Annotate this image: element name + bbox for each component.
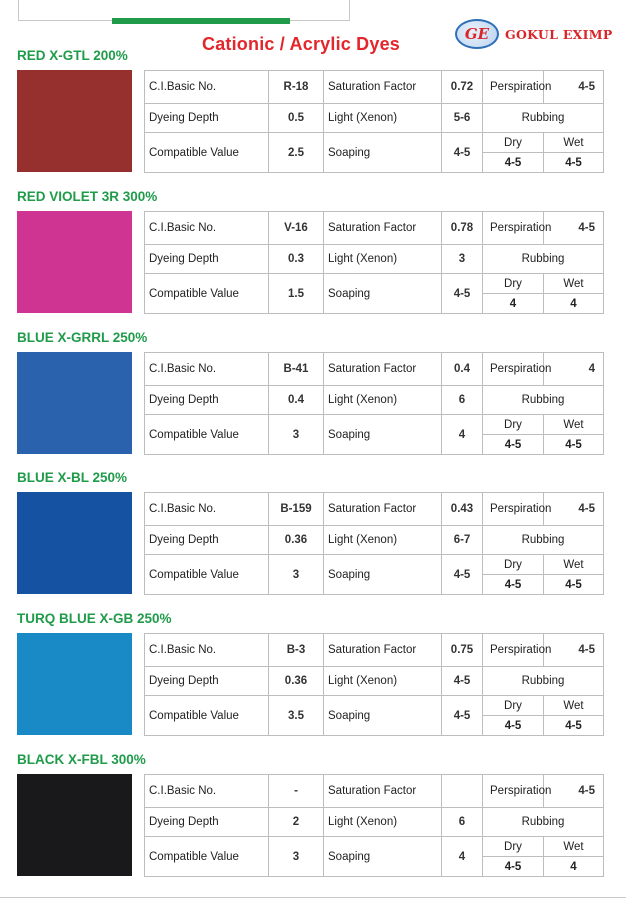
soaping-value: 4-5 <box>442 555 483 595</box>
light-value: 6-7 <box>442 526 483 555</box>
light-value: 6 <box>442 386 483 415</box>
soaping-label: Soaping <box>324 555 442 595</box>
light-label: Light (Xenon) <box>324 526 442 555</box>
spec-table <box>144 211 604 314</box>
soaping-value: 4 <box>442 415 483 455</box>
compatible-label: Compatible Value <box>145 696 269 736</box>
spec-row-1 <box>145 71 604 104</box>
ci-basic-label: C.I.Basic No. <box>145 493 269 526</box>
soaping-value: 4-5 <box>442 274 483 314</box>
perspiration-value: 4-5 <box>544 212 604 245</box>
dyeing-depth-label: Dyeing Depth <box>145 104 269 133</box>
compatible-label: Compatible Value <box>145 837 269 877</box>
light-value: 4-5 <box>442 667 483 696</box>
saturation-label: Saturation Factor <box>324 493 442 526</box>
compatible-value: 3 <box>269 555 324 595</box>
spec-row-1 <box>145 634 604 667</box>
ci-basic-label: C.I.Basic No. <box>145 212 269 245</box>
dyeing-depth-value: 0.36 <box>269 667 324 696</box>
light-label: Light (Xenon) <box>324 386 442 415</box>
compatible-label: Compatible Value <box>145 555 269 595</box>
wet-value: 4 <box>544 294 604 314</box>
spec-row-1 <box>145 775 604 808</box>
spec-row-3 <box>145 837 604 857</box>
saturation-value: 0.4 <box>442 353 483 386</box>
ci-basic-value: - <box>269 775 324 808</box>
perspiration-label: Perspiration <box>483 493 544 526</box>
spec-row-2 <box>145 667 604 696</box>
saturation-label: Saturation Factor <box>324 775 442 808</box>
perspiration-value: 4-5 <box>544 634 604 667</box>
compatible-label: Compatible Value <box>145 415 269 455</box>
ci-basic-value: B-3 <box>269 634 324 667</box>
page-title: Cationic / Acrylic Dyes <box>202 34 401 54</box>
spec-row-1 <box>145 353 604 386</box>
perspiration-value: 4 <box>544 353 604 386</box>
dye-entry <box>0 752 626 892</box>
light-label: Light (Xenon) <box>324 245 442 274</box>
dyeing-depth-value: 0.36 <box>269 526 324 555</box>
dye-name: RED X-GTL 200% <box>17 48 128 63</box>
dyeing-depth-label: Dyeing Depth <box>145 526 269 555</box>
spec-table <box>144 492 604 595</box>
brand <box>455 19 613 49</box>
dry-label: Dry <box>483 133 544 153</box>
wet-value: 4-5 <box>544 153 604 173</box>
wet-label: Wet <box>544 415 604 435</box>
brand-logo-text: GE <box>464 25 490 43</box>
soaping-label: Soaping <box>324 133 442 173</box>
spec-row-2 <box>145 808 604 837</box>
saturation-label: Saturation Factor <box>324 353 442 386</box>
perspiration-label: Perspiration <box>483 775 544 808</box>
soaping-label: Soaping <box>324 696 442 736</box>
ci-basic-value: V-16 <box>269 212 324 245</box>
spec-row-3 <box>145 696 604 716</box>
perspiration-value: 4-5 <box>544 71 604 104</box>
compatible-value: 3 <box>269 415 324 455</box>
compatible-value: 3.5 <box>269 696 324 736</box>
dye-name: BLUE X-GRRL 250% <box>17 330 148 345</box>
bottom-divider <box>0 897 626 898</box>
saturation-value: 0.43 <box>442 493 483 526</box>
rubbing-label: Rubbing <box>483 386 604 415</box>
ci-basic-label: C.I.Basic No. <box>145 775 269 808</box>
light-label: Light (Xenon) <box>324 667 442 696</box>
dry-value: 4 <box>483 294 544 314</box>
saturation-value: 0.78 <box>442 212 483 245</box>
saturation-value <box>442 775 483 808</box>
compatible-label: Compatible Value <box>145 274 269 314</box>
saturation-value: 0.72 <box>442 71 483 104</box>
wet-label: Wet <box>544 696 604 716</box>
soaping-label: Soaping <box>324 415 442 455</box>
perspiration-label: Perspiration <box>483 71 544 104</box>
spec-row-2 <box>145 104 604 133</box>
perspiration-value: 4-5 <box>544 493 604 526</box>
spec-row-3 <box>145 415 604 435</box>
spec-row-3 <box>145 274 604 294</box>
color-swatch <box>17 633 132 735</box>
rubbing-label: Rubbing <box>483 104 604 133</box>
top-accent-bar <box>112 18 290 24</box>
saturation-label: Saturation Factor <box>324 212 442 245</box>
dye-name: RED VIOLET 3R 300% <box>17 189 158 204</box>
perspiration-label: Perspiration <box>483 634 544 667</box>
light-label: Light (Xenon) <box>324 808 442 837</box>
wet-value: 4-5 <box>544 575 604 595</box>
dyeing-depth-label: Dyeing Depth <box>145 808 269 837</box>
color-swatch <box>17 492 132 594</box>
wet-value: 4-5 <box>544 435 604 455</box>
dye-name: BLACK X-FBL 300% <box>17 752 146 767</box>
spec-row-2 <box>145 526 604 555</box>
soaping-value: 4-5 <box>442 133 483 173</box>
rubbing-label: Rubbing <box>483 667 604 696</box>
dry-label: Dry <box>483 837 544 857</box>
color-swatch <box>17 70 132 172</box>
spec-row-2 <box>145 245 604 274</box>
dyeing-depth-value: 0.5 <box>269 104 324 133</box>
spec-table <box>144 633 604 736</box>
light-value: 5-6 <box>442 104 483 133</box>
compatible-value: 2.5 <box>269 133 324 173</box>
wet-value: 4 <box>544 857 604 877</box>
dyeing-depth-label: Dyeing Depth <box>145 245 269 274</box>
ci-basic-value: B-159 <box>269 493 324 526</box>
spec-table <box>144 774 604 877</box>
dry-value: 4-5 <box>483 716 544 736</box>
dry-label: Dry <box>483 696 544 716</box>
ci-basic-label: C.I.Basic No. <box>145 353 269 386</box>
dye-name: BLUE X-BL 250% <box>17 470 128 485</box>
dry-label: Dry <box>483 555 544 575</box>
perspiration-label: Perspiration <box>483 212 544 245</box>
color-swatch <box>17 352 132 454</box>
dye-entry <box>0 48 626 188</box>
dye-name: TURQ BLUE X-GB 250% <box>17 611 172 626</box>
compatible-label: Compatible Value <box>145 133 269 173</box>
spec-row-3 <box>145 555 604 575</box>
dyeing-depth-value: 0.4 <box>269 386 324 415</box>
compatible-value: 3 <box>269 837 324 877</box>
perspiration-value: 4-5 <box>544 775 604 808</box>
light-label: Light (Xenon) <box>324 104 442 133</box>
rubbing-label: Rubbing <box>483 808 604 837</box>
dry-label: Dry <box>483 415 544 435</box>
dye-entry <box>0 189 626 329</box>
saturation-label: Saturation Factor <box>324 71 442 104</box>
light-value: 3 <box>442 245 483 274</box>
dye-entry <box>0 611 626 751</box>
color-swatch <box>17 211 132 313</box>
brand-logo-icon <box>455 19 499 49</box>
dry-label: Dry <box>483 274 544 294</box>
spec-row-2 <box>145 386 604 415</box>
wet-value: 4-5 <box>544 716 604 736</box>
dyeing-depth-label: Dyeing Depth <box>145 667 269 696</box>
wet-label: Wet <box>544 837 604 857</box>
rubbing-label: Rubbing <box>483 526 604 555</box>
wet-label: Wet <box>544 133 604 153</box>
light-value: 6 <box>442 808 483 837</box>
ci-basic-label: C.I.Basic No. <box>145 634 269 667</box>
dyeing-depth-label: Dyeing Depth <box>145 386 269 415</box>
wet-label: Wet <box>544 274 604 294</box>
dry-value: 4-5 <box>483 857 544 877</box>
perspiration-label: Perspiration <box>483 353 544 386</box>
color-swatch <box>17 774 132 876</box>
dry-value: 4-5 <box>483 153 544 173</box>
spec-table <box>144 352 604 455</box>
rubbing-label: Rubbing <box>483 245 604 274</box>
spec-row-1 <box>145 493 604 526</box>
spec-row-1 <box>145 212 604 245</box>
brand-name: GOKUL EXIMP <box>505 26 613 42</box>
dry-value: 4-5 <box>483 575 544 595</box>
dyeing-depth-value: 2 <box>269 808 324 837</box>
dyeing-depth-value: 0.3 <box>269 245 324 274</box>
soaping-value: 4-5 <box>442 696 483 736</box>
dry-value: 4-5 <box>483 435 544 455</box>
compatible-value: 1.5 <box>269 274 324 314</box>
soaping-label: Soaping <box>324 274 442 314</box>
ci-basic-label: C.I.Basic No. <box>145 71 269 104</box>
dye-entry <box>0 330 626 470</box>
spec-table <box>144 70 604 173</box>
dye-entry <box>0 470 626 610</box>
soaping-label: Soaping <box>324 837 442 877</box>
wet-label: Wet <box>544 555 604 575</box>
saturation-value: 0.75 <box>442 634 483 667</box>
ci-basic-value: B-41 <box>269 353 324 386</box>
ci-basic-value: R-18 <box>269 71 324 104</box>
soaping-value: 4 <box>442 837 483 877</box>
saturation-label: Saturation Factor <box>324 634 442 667</box>
spec-row-3 <box>145 133 604 153</box>
